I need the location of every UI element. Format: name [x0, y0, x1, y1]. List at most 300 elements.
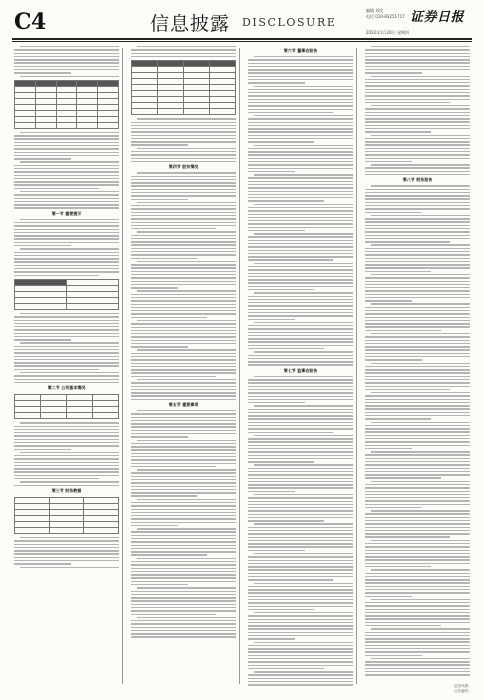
text-line — [254, 612, 353, 613]
text-line — [365, 527, 470, 528]
text-line — [254, 435, 353, 436]
section-heading: 第八节 财务报告 — [402, 177, 433, 183]
text-line — [131, 297, 236, 298]
text-line — [365, 582, 470, 583]
text-line — [131, 346, 188, 347]
section-heading: 第三节 财务数据 — [51, 487, 82, 493]
text-line — [365, 340, 470, 341]
text-line — [371, 451, 470, 452]
text-line — [248, 527, 353, 528]
text-line — [14, 171, 119, 172]
text-line — [131, 541, 236, 542]
text-line — [248, 332, 353, 333]
text-line — [131, 125, 236, 126]
text-line — [248, 335, 353, 336]
text-line — [131, 525, 178, 526]
text-line — [254, 174, 353, 175]
text-block — [131, 410, 236, 638]
text-line — [14, 235, 119, 236]
text-line — [131, 486, 236, 487]
text-line — [14, 326, 119, 327]
text-line — [131, 633, 236, 634]
text-line — [14, 184, 119, 185]
text-line — [14, 329, 119, 330]
text-line — [248, 510, 353, 511]
text-line — [248, 325, 353, 326]
text-line — [248, 560, 353, 561]
text-line — [14, 53, 119, 54]
text-line — [131, 538, 236, 539]
text-line — [20, 76, 119, 77]
text-line — [248, 158, 353, 159]
text-line — [248, 177, 353, 178]
text-block — [14, 537, 119, 568]
text-line — [365, 635, 470, 636]
text-line — [131, 161, 236, 162]
text-line — [248, 197, 353, 198]
text-line — [248, 89, 353, 90]
text-line — [365, 668, 470, 669]
newspaper-logo: 证券日报 — [410, 10, 465, 25]
text-line — [248, 438, 353, 439]
text-line — [248, 154, 353, 155]
text-line — [137, 46, 236, 47]
text-line — [131, 463, 236, 464]
text-line — [248, 217, 353, 218]
text-line — [248, 478, 353, 479]
text-line — [365, 546, 470, 547]
text-line — [248, 151, 353, 152]
text-line — [365, 369, 470, 370]
text-line — [248, 276, 353, 277]
text-line — [131, 340, 236, 341]
text-line — [248, 546, 353, 547]
text-line — [365, 513, 470, 514]
text-line — [365, 264, 470, 265]
text-line — [14, 158, 71, 159]
text-line — [365, 615, 470, 616]
text-line — [365, 664, 470, 665]
text-line — [248, 678, 353, 679]
text-line — [131, 614, 216, 615]
text-line — [248, 184, 353, 185]
text-line — [248, 386, 353, 387]
text-line — [14, 465, 119, 466]
text-line — [14, 379, 119, 380]
text-line — [365, 310, 470, 311]
text-line — [254, 233, 353, 234]
text-line — [365, 205, 470, 206]
text-line — [14, 222, 119, 223]
footer-note — [400, 684, 472, 694]
text-line — [131, 594, 236, 595]
text-line — [365, 609, 470, 610]
text-line — [365, 553, 470, 554]
text-line — [365, 605, 470, 606]
text-line — [248, 573, 353, 574]
text-line — [371, 628, 470, 629]
text-line — [365, 382, 470, 383]
text-line — [131, 382, 236, 383]
text-line — [137, 379, 236, 380]
text-line — [14, 557, 119, 558]
text-line — [365, 72, 422, 73]
text-line — [365, 507, 422, 508]
text-line — [14, 429, 119, 430]
text-line — [14, 265, 119, 266]
text-line — [365, 484, 470, 485]
text-line — [131, 222, 236, 223]
text-line — [14, 439, 119, 440]
text-line — [14, 323, 119, 324]
text-line — [365, 300, 412, 301]
text-line — [248, 399, 353, 400]
text-line — [14, 426, 119, 427]
text-line — [365, 128, 470, 129]
text-line — [365, 359, 422, 360]
text-line — [365, 277, 470, 278]
text-line — [365, 79, 470, 80]
text-line — [248, 428, 353, 429]
text-line — [365, 89, 470, 90]
text-line — [20, 372, 119, 373]
text-line — [254, 494, 353, 495]
text-line — [248, 655, 353, 656]
text-line — [248, 131, 353, 132]
text-line — [248, 504, 353, 505]
text-line — [14, 468, 119, 469]
text-line — [365, 586, 470, 587]
text-line — [131, 545, 236, 546]
section-title-cn: 信息披露 — [150, 13, 231, 35]
text-line — [365, 95, 470, 96]
text-line — [248, 135, 353, 136]
text-line — [14, 56, 119, 57]
text-line — [131, 535, 236, 536]
text-line — [14, 135, 119, 136]
text-line — [365, 579, 470, 580]
text-line — [131, 307, 236, 308]
text-line — [131, 395, 236, 396]
text-line — [248, 309, 353, 310]
text-line — [248, 220, 353, 221]
text-line — [137, 118, 236, 119]
text-line — [248, 533, 353, 534]
text-line — [14, 245, 71, 246]
text-line — [131, 505, 236, 506]
text-line — [131, 389, 236, 390]
column-divider — [239, 48, 240, 684]
article-column-3 — [248, 46, 353, 686]
text-line — [131, 600, 236, 601]
text-line — [131, 208, 236, 209]
text-line — [131, 128, 236, 129]
text-line — [248, 615, 353, 616]
text-line — [365, 412, 470, 413]
text-line — [248, 69, 353, 70]
text-line — [365, 661, 470, 662]
text-line — [20, 161, 119, 162]
text-line — [371, 76, 470, 77]
text-line — [248, 589, 353, 590]
text-line — [131, 531, 236, 532]
text-line — [365, 445, 470, 446]
text-line — [248, 392, 353, 393]
text-line — [131, 417, 236, 418]
text-line — [131, 333, 236, 334]
section-heading: 第二节 公司基本情况 — [47, 385, 86, 391]
text-line — [20, 313, 119, 314]
text-block — [248, 56, 353, 366]
text-line — [365, 49, 470, 50]
text-line — [371, 46, 470, 47]
text-line — [365, 386, 470, 387]
text-line — [131, 436, 188, 437]
text-line — [365, 221, 470, 222]
text-line — [365, 69, 470, 70]
text-line — [14, 155, 119, 156]
text-block — [365, 46, 470, 175]
text-line — [14, 178, 119, 179]
text-line — [248, 223, 353, 224]
text-line — [248, 118, 353, 119]
article-column-1 — [14, 46, 119, 686]
text-line — [131, 399, 236, 400]
text-line — [365, 566, 431, 567]
text-line — [365, 415, 470, 416]
text-line — [248, 299, 353, 300]
text-line — [365, 638, 470, 639]
text-line — [131, 151, 236, 152]
text-line — [20, 567, 119, 568]
data-table — [131, 60, 236, 115]
text-line — [14, 194, 119, 195]
text-line — [365, 208, 470, 209]
text-line — [14, 458, 119, 459]
text-line — [248, 674, 353, 675]
text-line — [248, 319, 295, 320]
text-line — [248, 638, 295, 639]
text-line — [248, 425, 353, 426]
text-line — [248, 537, 353, 538]
text-line — [14, 229, 119, 230]
text-line — [248, 194, 353, 195]
text-line — [131, 179, 236, 180]
text-line — [365, 267, 470, 268]
text-line — [254, 405, 353, 406]
text-line — [14, 275, 99, 276]
phone-line: 电话 010-83251717 — [366, 14, 405, 19]
editor-line: 编辑 刘沈 — [366, 8, 384, 13]
text-line — [248, 345, 353, 346]
text-line — [365, 251, 470, 252]
text-line — [248, 99, 353, 100]
text-line — [365, 632, 470, 633]
text-line — [365, 372, 470, 373]
text-block — [14, 422, 119, 486]
text-line — [20, 481, 119, 482]
text-line — [14, 142, 119, 143]
text-line — [137, 261, 236, 262]
text-line — [131, 122, 236, 123]
text-line — [137, 320, 236, 321]
text-line — [20, 46, 119, 47]
text-line — [137, 202, 236, 203]
text-line — [248, 358, 353, 359]
text-line — [248, 661, 353, 662]
text-line — [248, 210, 353, 211]
text-line — [131, 53, 236, 54]
text-line — [14, 198, 119, 199]
text-line — [248, 181, 353, 182]
text-line — [365, 448, 412, 449]
text-line — [14, 449, 71, 450]
text-line — [365, 468, 470, 469]
text-line — [137, 617, 236, 618]
text-line — [365, 238, 470, 239]
text-line — [365, 161, 412, 162]
text-line — [248, 635, 353, 636]
text-line — [131, 392, 236, 393]
text-block — [14, 46, 119, 77]
text-line — [365, 56, 470, 57]
data-table — [14, 497, 119, 534]
text-line — [248, 566, 353, 567]
text-line — [131, 294, 236, 295]
text-line — [14, 553, 119, 554]
text-line — [14, 66, 119, 67]
text-line — [365, 66, 470, 67]
text-line — [131, 135, 236, 136]
text-line — [248, 389, 353, 390]
text-line — [365, 202, 470, 203]
text-line — [365, 254, 470, 255]
text-line — [254, 553, 353, 554]
text-line — [248, 455, 353, 456]
text-line — [365, 655, 422, 656]
text-line — [248, 76, 353, 77]
text-line — [365, 366, 470, 367]
text-line — [137, 558, 236, 559]
text-block — [14, 132, 119, 209]
text-line — [248, 72, 353, 73]
text-line — [131, 459, 236, 460]
text-line — [365, 625, 441, 626]
text-line — [254, 204, 353, 205]
text-line — [248, 79, 353, 80]
text-line — [248, 164, 353, 165]
text-line — [20, 248, 119, 249]
text-line — [365, 241, 450, 242]
text-line — [365, 290, 470, 291]
text-line — [248, 338, 353, 339]
text-line — [131, 317, 207, 318]
text-line — [365, 461, 470, 462]
text-line — [248, 592, 353, 593]
text-line — [248, 364, 353, 365]
text-line — [248, 514, 353, 515]
text-line — [254, 322, 353, 323]
text-line — [365, 174, 470, 175]
text-line — [248, 250, 353, 251]
text-line — [20, 132, 119, 133]
text-line — [365, 121, 470, 122]
text-line — [365, 648, 470, 649]
text-line — [365, 504, 470, 505]
text-line — [248, 412, 353, 413]
text-line — [365, 428, 470, 429]
text-line — [131, 277, 236, 278]
text-line — [365, 497, 470, 498]
text-line — [14, 560, 119, 561]
text-line — [131, 636, 236, 637]
text-line — [20, 452, 119, 453]
text-line — [14, 475, 119, 476]
text-line — [365, 115, 470, 116]
text-line — [131, 564, 236, 565]
text-line — [254, 263, 353, 264]
text-line — [14, 49, 119, 50]
text-line — [248, 187, 353, 188]
text-line — [248, 128, 353, 129]
text-line — [131, 366, 236, 367]
text-line — [131, 241, 236, 242]
text-line — [14, 369, 99, 370]
text-line — [131, 144, 188, 145]
text-line — [365, 144, 470, 145]
text-line — [248, 550, 305, 551]
text-line — [131, 571, 236, 572]
text-line — [248, 543, 353, 544]
text-line — [248, 269, 353, 270]
text-line — [248, 402, 305, 403]
text-line — [248, 628, 353, 629]
text-line — [131, 627, 236, 628]
text-line — [365, 474, 470, 475]
text-line — [248, 409, 353, 410]
text-line — [254, 292, 353, 293]
text-line — [365, 494, 470, 495]
text-line — [365, 281, 470, 282]
text-line — [131, 584, 188, 585]
masthead-rule-thin — [12, 41, 472, 42]
masthead — [0, 0, 484, 46]
text-line — [14, 333, 119, 334]
text-line — [365, 559, 470, 560]
text-line — [14, 316, 119, 317]
text-line — [365, 395, 470, 396]
text-line — [131, 154, 236, 155]
text-line — [365, 556, 470, 557]
section-heading: 第五节 重要事项 — [168, 402, 199, 408]
text-line — [254, 464, 353, 465]
text-line — [371, 392, 470, 393]
text-line — [248, 302, 353, 303]
text-line — [131, 509, 236, 510]
text-line — [248, 606, 353, 607]
text-line — [371, 481, 470, 482]
text-line — [248, 432, 333, 433]
text-line — [131, 630, 236, 631]
text-line — [365, 622, 470, 623]
text-line — [248, 315, 353, 316]
text-line — [365, 533, 470, 534]
text-line — [365, 195, 470, 196]
text-line — [131, 623, 236, 624]
text-line — [248, 59, 353, 60]
text-line — [248, 282, 353, 283]
text-line — [248, 556, 353, 557]
